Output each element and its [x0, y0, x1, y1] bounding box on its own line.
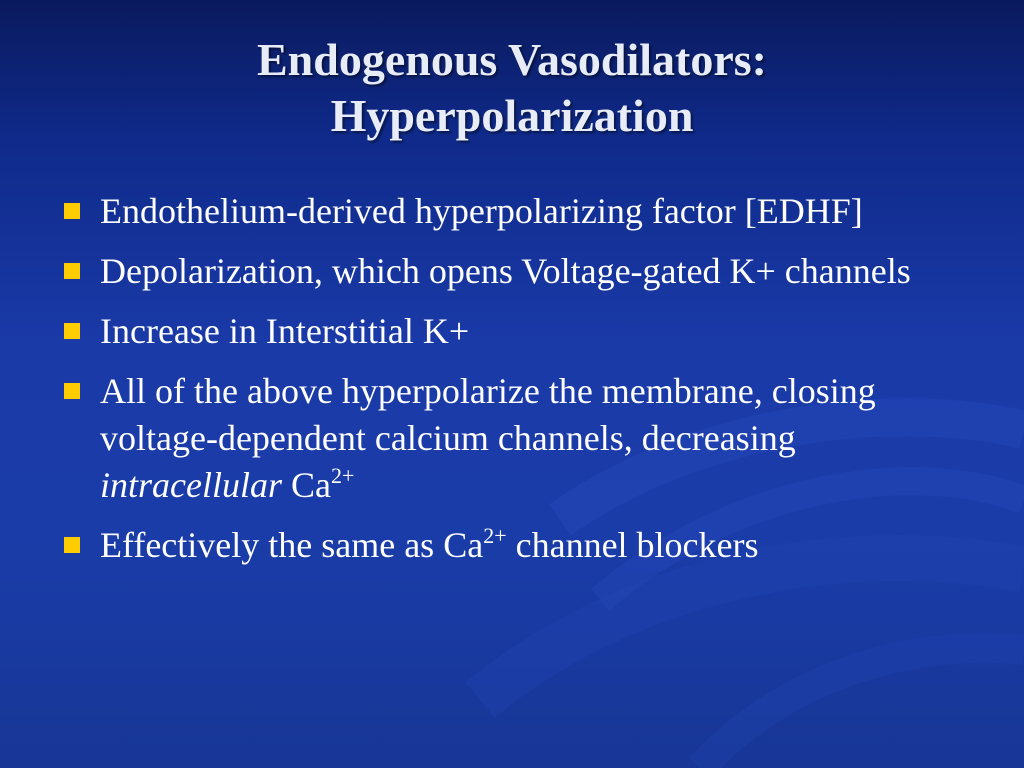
bullet-list [62, 188, 962, 582]
bullet-item-depolarization [62, 248, 962, 295]
bullet-item-channel-blockers [62, 522, 962, 569]
bullet-text: All of the above hyperpolarize the membrane, closing voltage-dependent calcium channels, decreasing [100, 371, 876, 458]
bullet-italic-term: intracellular [100, 465, 282, 505]
bullet-square-icon [64, 537, 80, 553]
bullet-item-edhf [62, 188, 962, 235]
bullet-text: Endothelium-derived hyperpolarizing factor [EDHF] [100, 191, 863, 231]
ion-charge-superscript: 2+ [483, 523, 507, 548]
bullet-text-after: channel blockers [515, 525, 759, 565]
bullet-item-hyperpolarize [62, 368, 962, 509]
bullet-item-interstitial-k [62, 308, 962, 355]
title-line-2: Hyperpolarization [330, 90, 694, 141]
slide-title [60, 32, 964, 144]
bullet-square-icon [64, 203, 80, 219]
bullet-text: Increase in Interstitial K+ [100, 311, 470, 351]
ion-charge-superscript: 2+ [331, 463, 355, 488]
bullet-square-icon [64, 263, 80, 279]
title-line-1: Endogenous Vasodilators: [257, 34, 767, 85]
ion-symbol: Ca [291, 465, 331, 505]
bullet-text: Depolarization, which opens Voltage-gated K+ channels [100, 251, 911, 291]
bullet-square-icon [64, 323, 80, 339]
bullet-square-icon [64, 383, 80, 399]
bullet-text: Effectively the same as Ca [100, 525, 484, 565]
